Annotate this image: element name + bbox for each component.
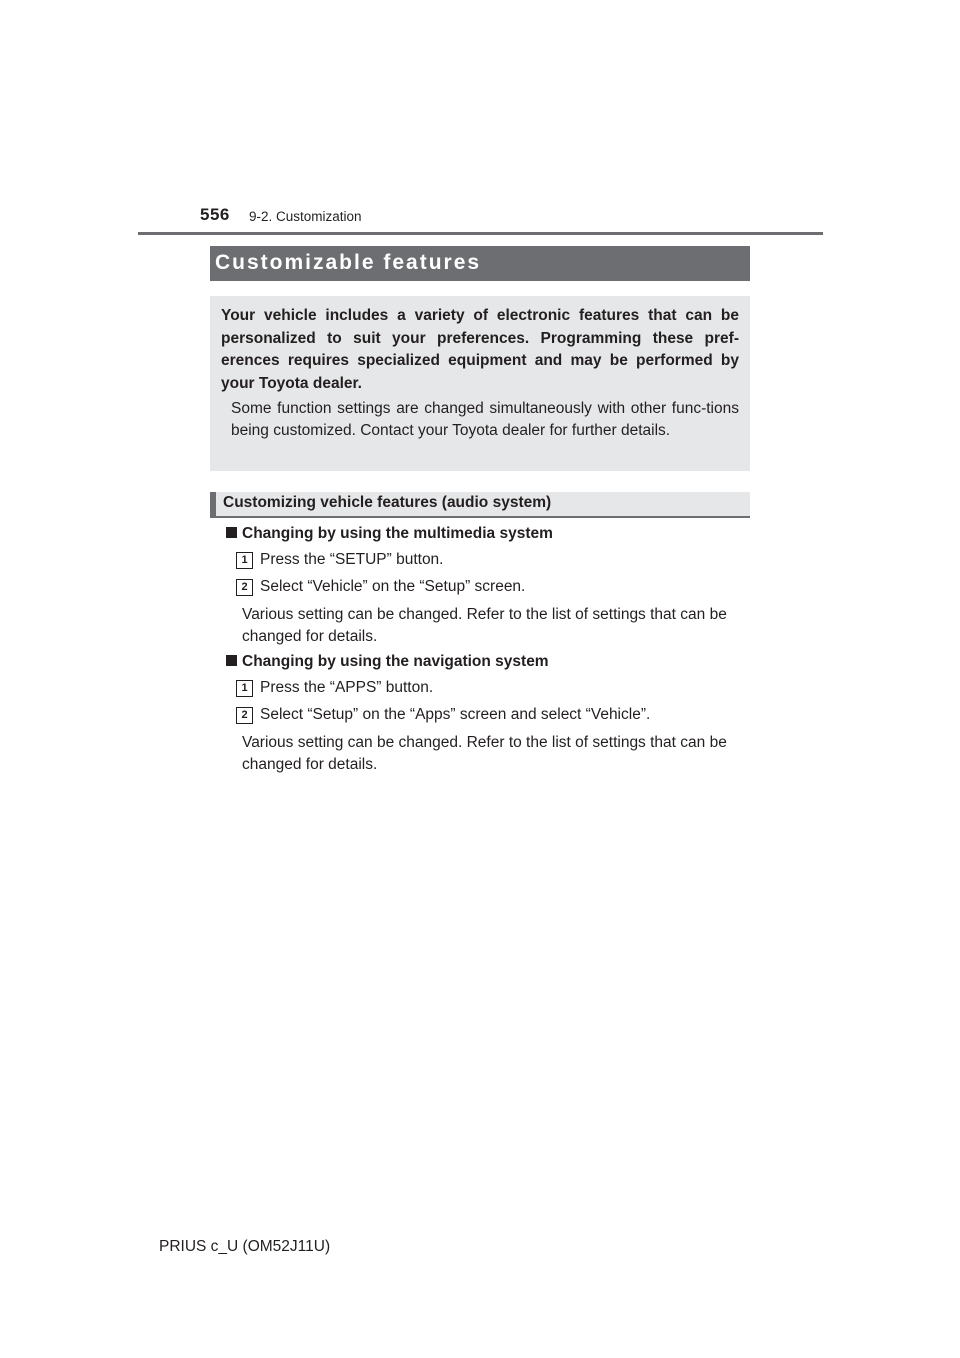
method-detail: Various setting can be changed. Refer to the list of settings that can be changed for details.	[242, 734, 727, 773]
step-number-badge: 2	[236, 579, 253, 596]
step-text: Press the “APPS” button.	[260, 679, 434, 696]
method-detail: Various setting can be changed. Refer to the list of settings that can be changed for details.	[242, 606, 727, 645]
method-heading-navigation	[226, 653, 549, 671]
intro-box	[210, 296, 750, 471]
step-text: Press the “SETUP” button.	[260, 551, 444, 568]
intro-note: Some function settings are changed simultaneously with other func-tions being customized. Contact your Toyota dealer for further details.	[231, 400, 739, 439]
section-subheading	[210, 492, 750, 518]
header-divider	[138, 232, 823, 235]
footer-model-code: PRIUS c_U (OM52J11U)	[159, 1238, 331, 1255]
method-heading-multimedia	[226, 525, 553, 543]
method-heading-text: Changing by using the multimedia system	[242, 525, 553, 542]
method-heading-text: Changing by using the navigation system	[242, 653, 549, 670]
step-number-badge: 1	[236, 552, 253, 569]
bullet-square-icon	[226, 655, 237, 666]
bullet-square-icon	[226, 527, 237, 538]
subheading-text: Customizing vehicle features (audio system)	[223, 494, 552, 511]
step-text: Select “Setup” on the “Apps” screen and select “Vehicle”.	[260, 706, 651, 723]
intro-summary: Your vehicle includes a variety of electronic features that can be personalized to suit your preferences. Programming these pref-erences requires specialized equipment and may be performed by your Toyota dealer.	[221, 307, 739, 392]
page-title: Customizable features	[215, 251, 482, 274]
section-reference: 9-2. Customization	[249, 209, 362, 224]
page-number: 556	[200, 205, 230, 224]
step-number-badge: 2	[236, 707, 253, 724]
step-number-badge: 1	[236, 680, 253, 697]
step-text: Select “Vehicle” on the “Setup” screen.	[260, 578, 526, 595]
page-title-bar	[210, 246, 750, 281]
